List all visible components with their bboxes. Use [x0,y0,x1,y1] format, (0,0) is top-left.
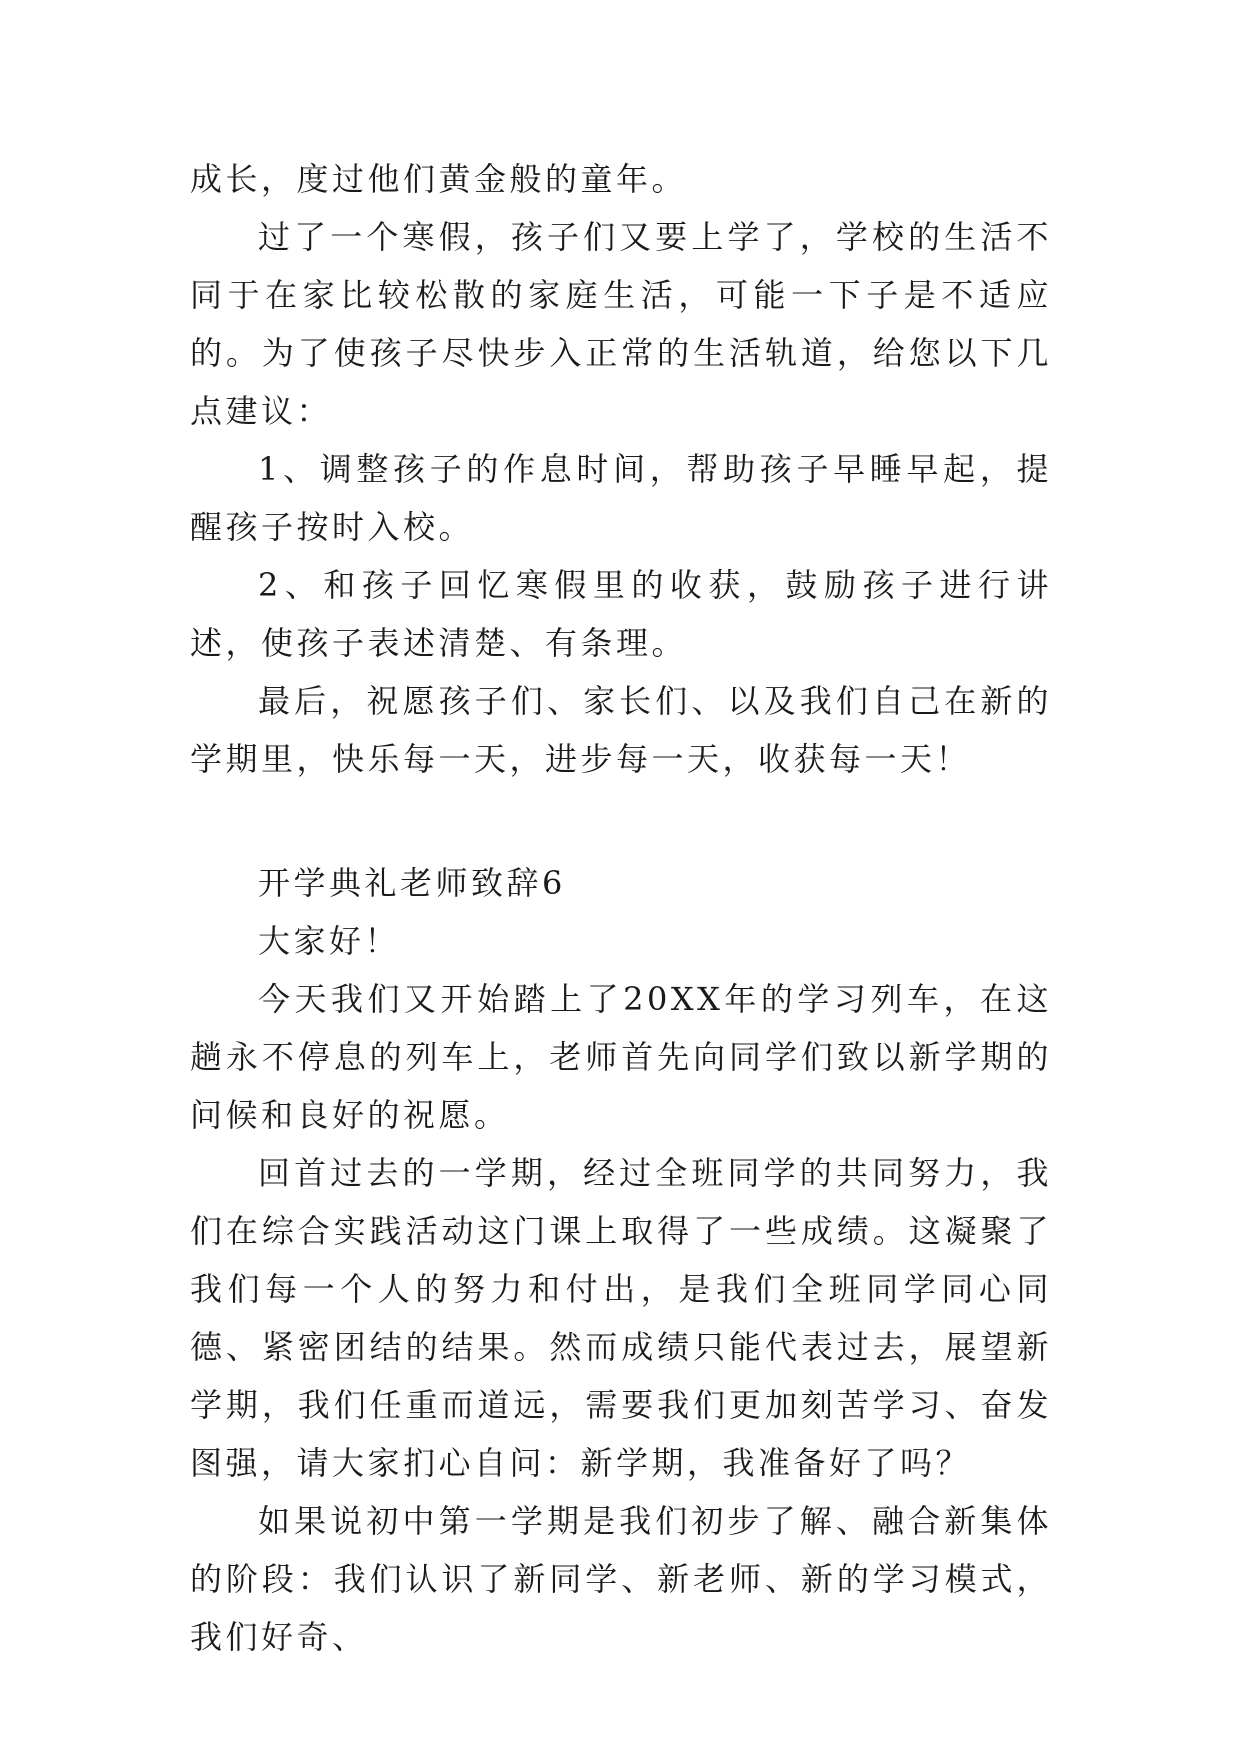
paragraph-new-term: 今天我们又开始踏上了20XX年的学习列车，在这趟永不停息的列车上，老师首先向同学们致以新学期的问候和良好的祝愿。 [190,980,1052,1134]
paragraph-review: 回首过去的一学期，经过全班同学的共同努力，我们在综合实践活动这门课上取得了一些成绩。这凝聚了我们每一个人的努力和付出，是我们全班同学同心同德、紧密团结的结果。然而成绩只能代表过去，展望新学期，我们任重而道远，需要我们更加刻苦学习、奋发图强，请大家扪心自问：新学期，我准备好了吗？ [190,1154,1052,1482]
paragraph-advice-2: 2、和孩子回忆寒假里的收获，鼓励孩子进行讲述，使孩子表述清楚、有条理。 [190,566,1052,662]
text-column [190,150,1052,1666]
paragraph-advice-1: 1、调整孩子的作息时间，帮助孩子早睡早起，提醒孩子按时入校。 [190,450,1052,546]
paragraph-first-term: 如果说初中第一学期是我们初步了解、融合新集体的阶段：我们认识了新同学、新老师、新的学习模式，我们好奇、 [190,1502,1052,1656]
section-title: 开学典礼老师致辞6 [258,864,566,902]
paragraph-continuation: 成长，度过他们黄金般的童年。 [190,160,688,198]
section-gap [190,788,1052,854]
greeting: 大家好！ [258,922,401,960]
paragraph-closing-wish: 最后，祝愿孩子们、家长们、以及我们自己在新的学期里，快乐每一天，进步每一天，收获每一天！ [190,682,1052,778]
paragraph-advice-intro: 过了一个寒假，孩子们又要上学了，学校的生活不同于在家比较松散的家庭生活，可能一下子是不适应的。为了使孩子尽快步入正常的生活轨道，给您以下几点建议： [190,218,1052,430]
